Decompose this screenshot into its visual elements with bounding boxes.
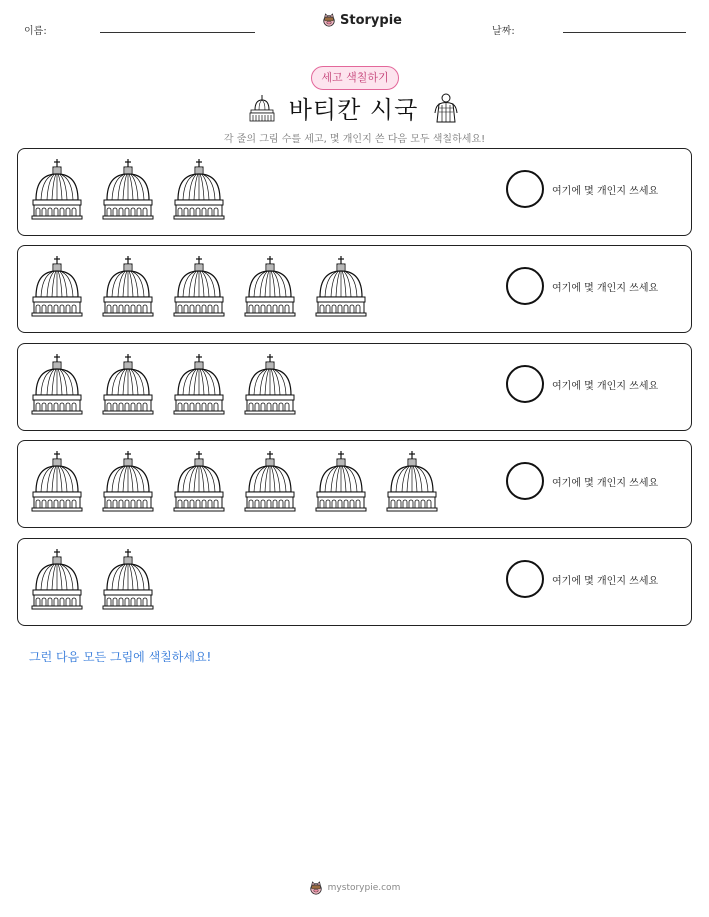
answer-prompt: 여기에 몇 개인지 쓰세요	[552, 576, 659, 587]
dome-icon[interactable]	[385, 451, 439, 513]
dome-icon[interactable]	[101, 451, 155, 513]
answer-prompt: 여기에 몇 개인지 쓰세요	[552, 478, 659, 489]
site-footer	[0, 880, 709, 896]
dome-icon[interactable]	[30, 451, 84, 513]
activity-badge: 세고 색칠하기	[311, 66, 399, 90]
pig-mascot-icon	[322, 12, 336, 28]
dome-icon[interactable]	[243, 354, 297, 416]
dome-icon[interactable]	[172, 159, 226, 221]
brand-logo	[322, 12, 402, 28]
page-title: 바티칸 시국	[288, 96, 419, 124]
answer-circle[interactable]	[506, 462, 544, 500]
dome-icon[interactable]	[101, 549, 155, 611]
date-label: 날짜:	[492, 26, 515, 37]
brand-name: Storypie	[340, 12, 402, 28]
basilica-icon	[249, 94, 275, 122]
counting-row	[17, 538, 692, 626]
counting-row	[17, 343, 692, 431]
site-url: mystorypie.com	[327, 883, 401, 893]
counting-row	[17, 245, 692, 333]
dome-icon[interactable]	[243, 451, 297, 513]
dome-icon[interactable]	[101, 256, 155, 318]
name-line[interactable]	[100, 32, 255, 33]
dome-icon[interactable]	[314, 451, 368, 513]
dome-icon[interactable]	[30, 354, 84, 416]
footer-note: 그런 다음 모든 그림에 색칠하세요!	[29, 650, 212, 664]
answer-circle[interactable]	[506, 560, 544, 598]
dome-icon[interactable]	[172, 354, 226, 416]
counting-row	[17, 148, 692, 236]
date-line[interactable]	[563, 32, 686, 33]
dome-icon[interactable]	[30, 159, 84, 221]
dome-icon[interactable]	[30, 549, 84, 611]
pig-mascot-icon	[309, 880, 323, 896]
answer-prompt: 여기에 몇 개인지 쓰세요	[552, 381, 659, 392]
dome-icon[interactable]	[243, 256, 297, 318]
answer-circle[interactable]	[506, 365, 544, 403]
dome-icon[interactable]	[172, 451, 226, 513]
dome-icon[interactable]	[101, 159, 155, 221]
instructions: 각 줄의 그림 수를 세고, 몇 개인지 쓴 다음 모두 색칠하세요!	[223, 134, 486, 145]
answer-circle[interactable]	[506, 170, 544, 208]
answer-prompt: 여기에 몇 개인지 쓰세요	[552, 283, 659, 294]
answer-circle[interactable]	[506, 267, 544, 305]
dome-icon[interactable]	[101, 354, 155, 416]
counting-row	[17, 440, 692, 528]
name-label: 이름:	[24, 26, 47, 37]
dome-icon[interactable]	[172, 256, 226, 318]
answer-prompt: 여기에 몇 개인지 쓰세요	[552, 186, 659, 197]
dome-icon[interactable]	[30, 256, 84, 318]
dome-icon[interactable]	[314, 256, 368, 318]
pope-figure-icon	[432, 93, 460, 123]
